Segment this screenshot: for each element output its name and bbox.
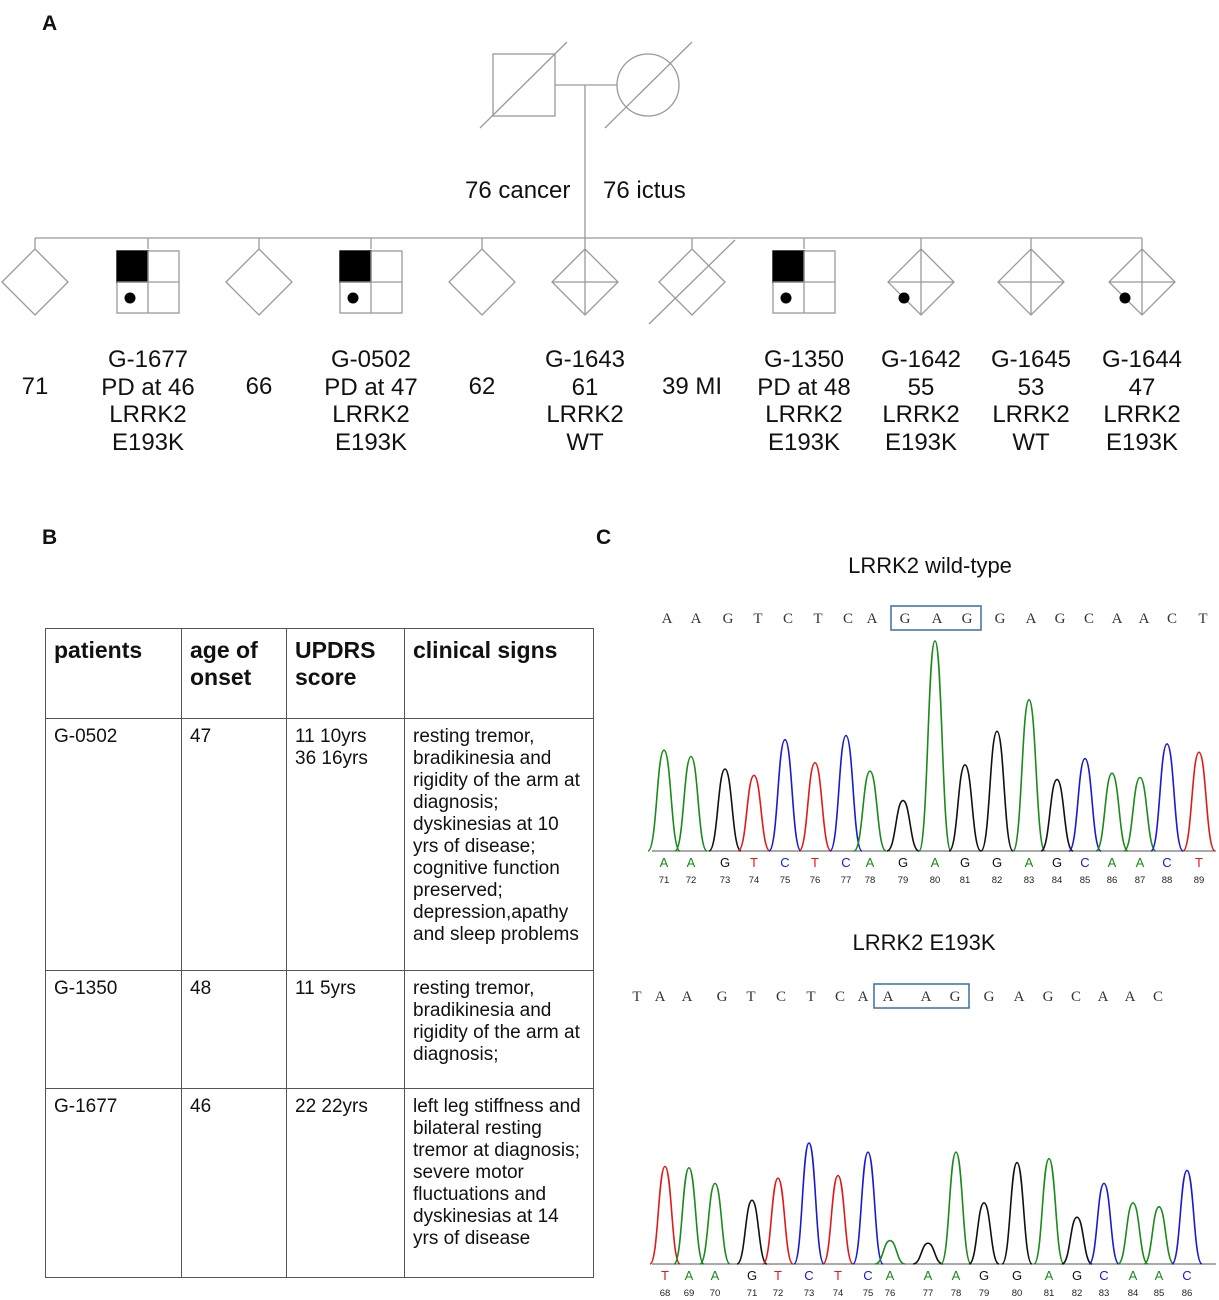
trace-peak <box>1183 752 1215 851</box>
reference-base: G <box>1054 611 1066 627</box>
base-call: G <box>978 1268 990 1283</box>
table-cell: 46 <box>182 1089 287 1278</box>
panel-label-b: B <box>42 526 58 549</box>
label-line: G-1350 <box>763 346 845 373</box>
label-line: 53 <box>1017 373 1045 401</box>
label-line: PD at 47 <box>324 373 418 401</box>
reference-base: A <box>920 989 932 1005</box>
base-call: A <box>710 1268 720 1283</box>
base-call: A <box>1044 1268 1054 1283</box>
position-number: 86 <box>1181 1288 1193 1299</box>
position-number: 71 <box>658 875 670 886</box>
individual-10 <box>998 238 1064 315</box>
individual-6 <box>552 238 618 315</box>
trace-peak <box>650 1167 680 1265</box>
position-number: 81 <box>1043 1288 1055 1299</box>
position-number: 89 <box>1193 875 1205 886</box>
table-cell: 22 22yrs <box>287 1089 405 1278</box>
label-line: 61 <box>571 373 599 401</box>
table-cell: 47 <box>182 719 287 971</box>
trace-peak <box>1118 1203 1148 1264</box>
position-number: 75 <box>862 1288 874 1299</box>
position-number: 73 <box>803 1288 815 1299</box>
trace-peak <box>1069 759 1101 851</box>
reference-base: A <box>931 611 943 627</box>
reference-base: T <box>813 611 823 627</box>
reference-base: G <box>983 989 995 1005</box>
label-line: G-0502 <box>330 346 412 373</box>
trace-peak <box>1172 1170 1202 1264</box>
table-cell: G-1677 <box>46 1089 182 1278</box>
position-number: 76 <box>884 1288 896 1299</box>
position-number: 77 <box>840 875 852 886</box>
header-clinical-signs: clinical signs <box>405 629 594 719</box>
base-call: G <box>1051 855 1063 870</box>
deceased-slash <box>649 240 735 324</box>
reference-base: A <box>1097 989 1109 1005</box>
base-call: C <box>1182 1268 1192 1283</box>
label-line: E193K <box>111 428 185 456</box>
position-number: 79 <box>978 1288 990 1299</box>
individual-11 <box>1109 238 1175 315</box>
base-call: G <box>959 855 971 870</box>
label-line: G-1642 <box>880 346 962 373</box>
trace-peak <box>853 1152 883 1264</box>
position-number: 83 <box>1098 1288 1110 1299</box>
individual-label <box>101 346 194 456</box>
trace-peak <box>763 1178 793 1264</box>
trace-peak <box>1096 773 1128 851</box>
label-line: E193K <box>334 428 408 456</box>
reference-base: A <box>857 989 869 1005</box>
carrier-dot <box>348 293 359 304</box>
label-line: 55 <box>907 373 935 401</box>
label-line: 47 <box>1128 373 1156 401</box>
base-call: A <box>1154 1268 1164 1283</box>
label-line: G-1677 <box>107 346 189 373</box>
base-call: C <box>863 1268 873 1283</box>
trace-peak <box>981 731 1013 851</box>
position-number: 84 <box>1127 1288 1139 1299</box>
trace-peak <box>875 1241 905 1264</box>
mother-note: 76 ictus <box>603 177 686 204</box>
position-number: 72 <box>685 875 697 886</box>
position-number: 82 <box>1071 1288 1083 1299</box>
trace-peak <box>648 750 680 851</box>
base-call: A <box>865 855 875 870</box>
trace-peak <box>1002 1163 1032 1264</box>
label-line: 62 <box>468 373 496 400</box>
trace-peak <box>794 1143 824 1264</box>
label-line: WT <box>1012 428 1050 456</box>
position-number: 83 <box>1023 875 1035 886</box>
position-number: 74 <box>748 875 760 886</box>
father-note: 76 cancer <box>465 177 571 204</box>
label-line: 66 <box>245 373 273 400</box>
base-call: C <box>841 855 851 870</box>
reference-base: G <box>722 611 734 627</box>
base-call: A <box>951 1268 961 1283</box>
position-number: 75 <box>779 875 791 886</box>
position-number: 87 <box>1134 875 1146 886</box>
label-line: PD at 46 <box>101 373 195 401</box>
trace-peak <box>1013 700 1045 851</box>
reference-base: G <box>961 611 973 627</box>
trace-peak <box>969 1203 999 1264</box>
position-number: 84 <box>1051 875 1063 886</box>
reference-base: A <box>690 611 702 627</box>
base-call: A <box>1135 855 1145 870</box>
label-line: E193K <box>1105 428 1179 456</box>
trace-peak <box>941 1152 971 1264</box>
reference-base: G <box>1042 989 1054 1005</box>
reference-base: A <box>1025 611 1037 627</box>
reference-base: G <box>716 989 728 1005</box>
reference-base: C <box>1166 611 1178 627</box>
position-number: 74 <box>832 1288 844 1299</box>
reference-base: A <box>654 989 666 1005</box>
reference-base: G <box>949 989 961 1005</box>
position-number: 80 <box>929 875 941 886</box>
base-call: T <box>750 855 758 870</box>
base-call: C <box>1080 855 1090 870</box>
label-line: 39 MI <box>661 373 723 400</box>
label-line: LRRK2 <box>109 401 187 428</box>
base-call: C <box>1099 1268 1109 1283</box>
label-line: PD at 48 <box>757 373 851 401</box>
individual-label <box>545 346 625 456</box>
trace-peak <box>709 769 741 851</box>
position-number: 85 <box>1079 875 1091 886</box>
header-updrs-score: UPDRS score <box>287 629 405 719</box>
position-number: 88 <box>1161 875 1173 886</box>
trace-peak <box>1124 778 1156 852</box>
trace-peak <box>1062 1217 1092 1264</box>
individual-label <box>22 373 49 401</box>
reference-base: A <box>1138 611 1150 627</box>
codon-box <box>891 606 981 630</box>
table-cell: resting tremor, bradikinesia and rigidity of the arm at diagnosis; dyskinesias at 10 yrs of disease; cognitive function preserved; depression,apathy and sleep problems <box>405 719 594 971</box>
position-number: 82 <box>991 875 1003 886</box>
position-number: 72 <box>772 1288 784 1299</box>
reference-base: C <box>1083 611 1095 627</box>
base-call: G <box>1071 1268 1083 1283</box>
trace-peak <box>854 771 886 851</box>
position-number: 76 <box>809 875 821 886</box>
reference-base: C <box>1152 989 1164 1005</box>
base-call: T <box>811 855 819 870</box>
base-call: A <box>659 855 669 870</box>
panel-label-a: A <box>42 12 58 35</box>
individual-9 <box>888 238 954 315</box>
trace-peak <box>738 775 770 851</box>
mutant-chromatogram <box>632 984 1216 1299</box>
label-line: 71 <box>21 373 49 400</box>
reference-base: A <box>1111 611 1123 627</box>
table-cell: G-0502 <box>46 719 182 971</box>
reference-base: T <box>632 989 642 1005</box>
label-line: G-1645 <box>990 346 1072 373</box>
wildtype-title: LRRK2 wild-type <box>848 553 1012 578</box>
table-cell: resting tremor, bradikinesia and rigidity of the arm at diagnosis; <box>405 971 594 1089</box>
base-call: T <box>834 1268 842 1283</box>
base-call: C <box>780 855 790 870</box>
base-call: T <box>774 1268 782 1283</box>
trace-peak <box>919 641 951 851</box>
reference-base: G <box>994 611 1006 627</box>
wildtype-chromatogram <box>648 606 1216 886</box>
trace-peak <box>830 736 862 852</box>
diamond-symbol <box>449 249 515 315</box>
individual-label <box>881 346 961 456</box>
trace-peak <box>1034 1159 1064 1264</box>
label-line: E193K <box>767 428 841 456</box>
position-number: 73 <box>719 875 731 886</box>
position-number: 68 <box>659 1288 671 1299</box>
trace-peak <box>674 1168 704 1264</box>
label-line: G-1644 <box>1101 346 1183 373</box>
individual-label <box>662 373 722 401</box>
base-call: G <box>991 855 1003 870</box>
label-line: E193K <box>884 428 958 456</box>
base-call: C <box>1162 855 1172 870</box>
table-cell: G-1350 <box>46 971 182 1089</box>
base-call: A <box>684 1268 694 1283</box>
position-number: 79 <box>897 875 909 886</box>
individual-1 <box>2 238 68 315</box>
reference-base: C <box>775 989 787 1005</box>
label-line: LRRK2 <box>882 401 960 428</box>
position-number: 80 <box>1011 1288 1023 1299</box>
table-cell: 11 10yrs 36 16yrs <box>287 719 405 971</box>
position-number: 86 <box>1106 875 1118 886</box>
carrier-dot <box>899 293 910 304</box>
carrier-dot <box>125 293 136 304</box>
table-cell: 48 <box>182 971 287 1089</box>
table-cell: left leg stiffness and bilateral resting tremor at diagnosis; severe motor fluctuations and dyskinesias at 14 yrs of disease <box>405 1089 594 1278</box>
reference-base: T <box>746 989 756 1005</box>
reference-base: A <box>1013 989 1025 1005</box>
header-age-of-onset: age of onset <box>182 629 287 719</box>
trace-peak <box>913 1243 943 1264</box>
affected-quadrant <box>117 251 148 282</box>
base-call: A <box>1128 1268 1138 1283</box>
individual-label <box>757 346 850 456</box>
individual-2 <box>117 238 179 313</box>
reference-base: T <box>753 611 763 627</box>
mutant-title: LRRK2 E193K <box>852 930 996 955</box>
base-call: A <box>686 855 696 870</box>
codon-box <box>874 984 969 1008</box>
position-number: 85 <box>1153 1288 1165 1299</box>
table-row <box>46 1089 594 1278</box>
position-number: 70 <box>709 1288 721 1299</box>
trace-peak <box>799 763 831 851</box>
position-number: 81 <box>959 875 971 886</box>
diamond-symbol <box>226 249 292 315</box>
reference-base: T <box>1198 611 1208 627</box>
individual-4 <box>340 238 402 313</box>
trace-peak <box>823 1176 853 1264</box>
trace-peak <box>769 740 801 851</box>
carrier-dot <box>1120 293 1131 304</box>
individual-8 <box>773 238 835 313</box>
individual-3 <box>226 238 292 315</box>
reference-base: A <box>866 611 878 627</box>
diamond-symbol <box>2 249 68 315</box>
label-line: G-1643 <box>544 346 626 373</box>
position-number: 78 <box>864 875 876 886</box>
reference-base: A <box>882 989 894 1005</box>
label-line: LRRK2 <box>1103 401 1181 428</box>
label-line: LRRK2 <box>546 401 624 428</box>
trace-peak <box>737 1200 767 1264</box>
header-patients: patients <box>46 629 182 719</box>
base-call: A <box>1107 855 1117 870</box>
label-line: LRRK2 <box>765 401 843 428</box>
individual-label <box>991 346 1071 456</box>
table-row <box>46 719 594 971</box>
panel-label-c: C <box>596 526 612 549</box>
label-line: WT <box>566 428 604 456</box>
trace-peak <box>887 801 919 851</box>
reference-base: A <box>1124 989 1136 1005</box>
base-call: C <box>804 1268 814 1283</box>
label-line: LRRK2 <box>992 401 1070 428</box>
label-line: LRRK2 <box>332 401 410 428</box>
position-number: 69 <box>683 1288 695 1299</box>
trace-peak <box>1089 1183 1119 1264</box>
reference-base: A <box>661 611 673 627</box>
table-cell: 11 5yrs <box>287 971 405 1089</box>
base-call: G <box>719 855 731 870</box>
individual-7 <box>649 238 735 324</box>
reference-base: T <box>806 989 816 1005</box>
carrier-dot <box>781 293 792 304</box>
trace-peak <box>1151 744 1183 851</box>
base-call: G <box>746 1268 758 1283</box>
position-number: 71 <box>746 1288 758 1299</box>
reference-base: C <box>842 611 854 627</box>
base-call: G <box>897 855 909 870</box>
clinical-table <box>45 628 594 1278</box>
base-call: G <box>1011 1268 1023 1283</box>
base-call: T <box>661 1268 669 1283</box>
affected-quadrant <box>340 251 371 282</box>
base-call: A <box>923 1268 933 1283</box>
reference-base: A <box>681 989 693 1005</box>
individual-5 <box>449 238 515 315</box>
trace-peak <box>1144 1207 1174 1264</box>
individual-label <box>1102 346 1182 456</box>
trace-peak <box>675 757 707 852</box>
trace-peak <box>1041 780 1073 851</box>
position-number: 77 <box>922 1288 934 1299</box>
individual-label <box>469 373 496 401</box>
reference-base: C <box>834 989 846 1005</box>
position-number: 78 <box>950 1288 962 1299</box>
individual-label <box>324 346 417 456</box>
reference-base: C <box>782 611 794 627</box>
base-call: T <box>1195 855 1203 870</box>
affected-quadrant <box>773 251 804 282</box>
table-row <box>46 971 594 1089</box>
table-header-row <box>46 629 594 719</box>
trace-peak <box>700 1183 730 1264</box>
base-call: A <box>885 1268 895 1283</box>
reference-base: G <box>899 611 911 627</box>
individual-label <box>246 373 273 401</box>
reference-base: C <box>1070 989 1082 1005</box>
trace-peak <box>949 765 981 851</box>
base-call: A <box>1024 855 1034 870</box>
base-call: A <box>930 855 940 870</box>
